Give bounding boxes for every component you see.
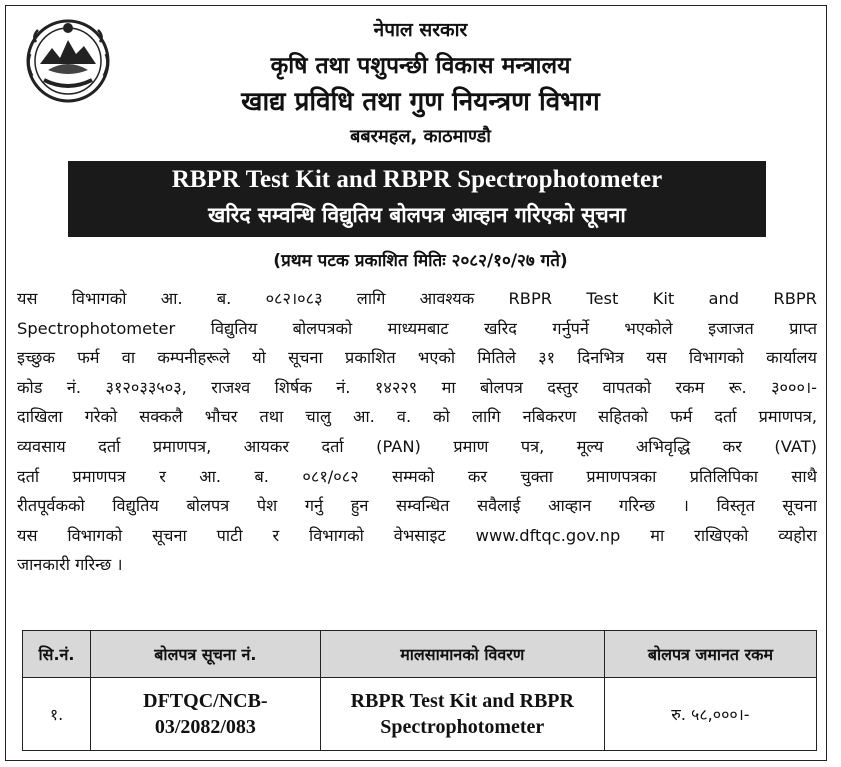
header-serial-number: सि.नं. — [23, 631, 91, 678]
cell-bid-security-amount: रु. ५८,०००।- — [604, 678, 816, 751]
body-line: व्यवसाय दर्ता प्रमाणपत्र, आयकर दर्ता (PAN) प्रमाण पत्र, मूल्य अभिवृद्धि कर (VAT) — [17, 436, 817, 456]
body-line: कोड नं. ३१२०३३५०३, राजश्व शिर्षक नं. १४२२९ मा बोलपत्र दस्तुर वापतको रकम रू. ३०००।- — [17, 377, 817, 397]
cell-serial-number: १. — [23, 678, 91, 751]
table-header-row — [23, 631, 817, 678]
department-title: खाद्य प्रविधि तथा गुण नियन्त्रण विभाग — [241, 87, 600, 117]
notice-banner — [68, 161, 766, 237]
body-line: दर्ता प्रमाणपत्र र आ. ब. ०८१/०८२ सम्मको कर चुक्ता प्रमाणपत्रका प्रतिलिपिका साथै — [17, 466, 817, 486]
cell-notice-number — [91, 678, 321, 751]
goods-description-line-2: Spectrophotometer — [380, 716, 545, 738]
body-line: इच्छुक फर्म वा कम्पनीहरूले यो सूचना प्रकाशित भएको मितिले ३१ दिनभित्र यस विभागको कार्यालय — [17, 348, 817, 368]
goods-description-line-1: RBPR Test Kit and RBPR — [350, 690, 574, 712]
banner-title-english: RBPR Test Kit and RBPR Spectrophotometer — [171, 166, 663, 193]
table-row — [23, 678, 817, 751]
body-line: रीतपूर्वकको विद्युतिय बोलपत्र पेश गर्नु हुन सम्वन्धित सवैलाई आव्हान गरिन्छ । विस्तृत सूचना — [17, 496, 817, 516]
header-notice-number: बोलपत्र सूचना नं. — [91, 631, 321, 678]
banner-title-nepali: खरिद सम्वन्धि विद्युतिय बोलपत्र आव्हान गरिएको सूचना — [208, 203, 626, 227]
header-bid-security-amount: बोलपत्र जमानत रकम — [604, 631, 816, 678]
body-line: जानकारी गरिन्छ । — [17, 555, 123, 575]
cell-goods-description — [320, 678, 604, 751]
body-line: यस विभागको आ. ब. ०८२।०८३ लागि आवश्यक RBPR Test Kit and RBPR — [17, 289, 817, 308]
header-goods-description: मालसामानको विवरण — [320, 631, 604, 678]
body-line: Spectrophotometer विद्युतिय बोलपत्रको माध्यमबाट खरिद गर्नुपर्ने भएकोले इजाजत प्राप्त — [17, 318, 817, 338]
publication-date: (प्रथम पटक प्रकाशित मितिः २०८२/१०/२७ गते) — [273, 251, 568, 271]
government-title: नेपाल सरकार — [373, 19, 468, 41]
notice-number-part-1: DFTQC/NCB- — [143, 690, 268, 712]
body-line-website: यस विभागको सूचना पाटी र विभागको वेभसाइट www.dftqc.gov.np मा राखिएको व्यहोरा — [17, 525, 817, 545]
office-location: बबरमहल, काठमाण्डौ — [350, 126, 491, 147]
notice-body — [17, 284, 817, 580]
notice-number-part-2: 03/2082/083 — [154, 716, 256, 738]
body-line: दाखिला गरेको सक्कलै भौचर तथा चालु आ. व. को लागि नबिकरण सहितको फर्म दर्ता प्रमाणपत्र, — [17, 407, 817, 427]
bid-table — [22, 630, 817, 751]
ministry-title: कृषि तथा पशुपन्छी विकास मन्त्रालय — [270, 53, 571, 79]
